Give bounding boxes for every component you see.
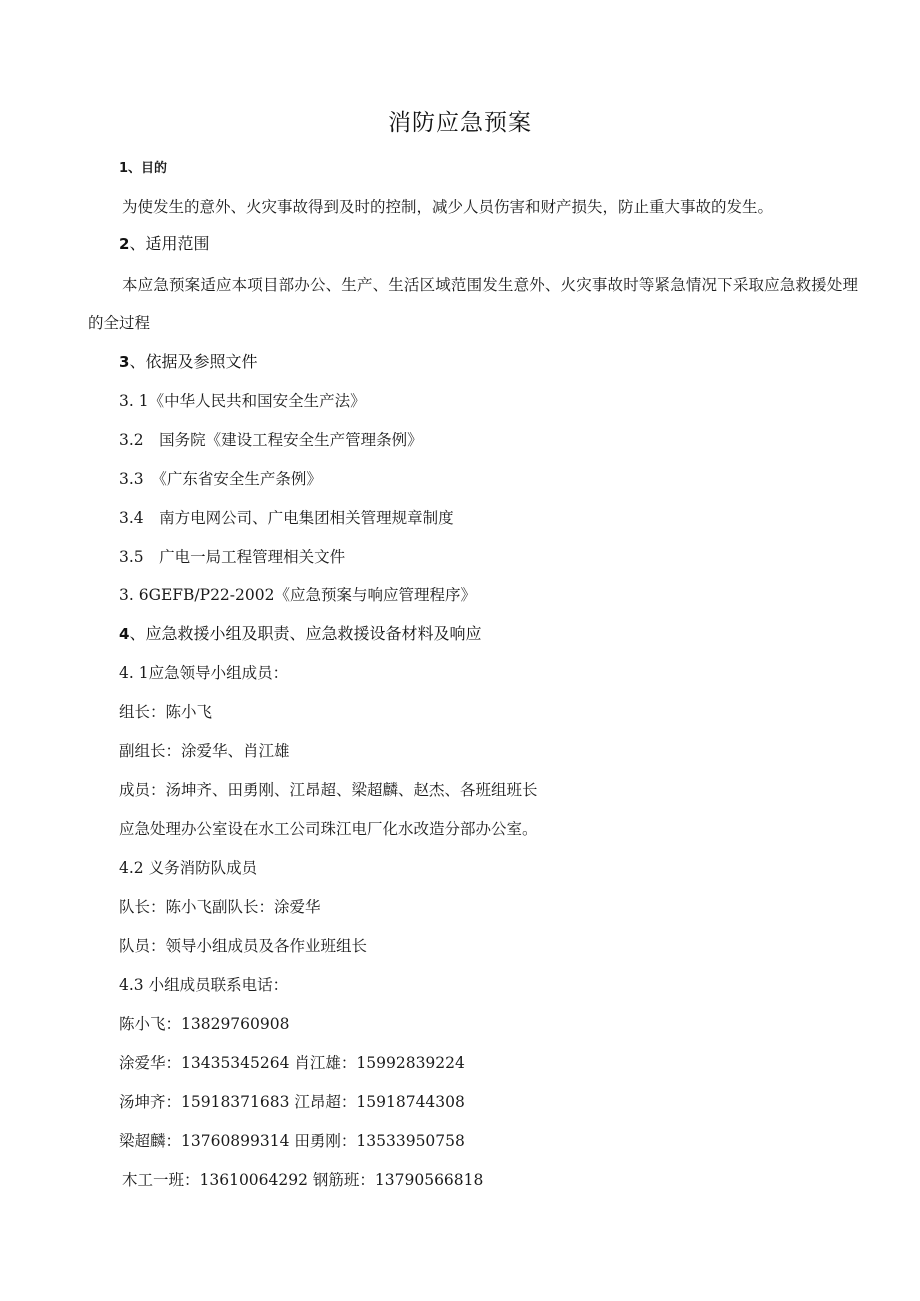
section-4-line: 成员：汤坤齐、田勇刚、江昂超、梁超麟、赵杰、各班组班长 <box>119 781 538 799</box>
page-title: 消防应急预案 <box>388 110 532 136</box>
contact-line: 木工一班：13610064292 钢筋班：13790566818 <box>122 1171 484 1189</box>
contact-line: 梁超麟：13760899314 田勇刚：13533950758 <box>119 1132 465 1150</box>
section-1-heading: 1、目的 <box>119 161 168 176</box>
section-3-heading-text: 、依据及参照文件 <box>129 352 258 371</box>
section-4-line: 4. 1应急领导小组成员： <box>119 664 289 682</box>
section-2-number: 2 <box>119 235 130 253</box>
section-2-heading-text: 、适用范围 <box>129 234 210 253</box>
reference-item: 3.3 《广东省安全生产条例》 <box>119 470 322 488</box>
section-3-heading <box>119 351 257 373</box>
reference-item: 3. 1《中华人民共和国安全生产法》 <box>119 392 366 410</box>
contact-line: 涂爱华：13435345264 肖江雄：15992839224 <box>119 1054 465 1072</box>
section-2-body: 本应急预案适应本项目部办公、生产、生活区域范围发生意外、火灾事故时等紧急情况下采取应急救援处理的全过程 <box>88 276 858 332</box>
section-4-line: 副组长：涂爱华、肖江雄 <box>119 742 290 760</box>
section-4-line: 应急处理办公室设在水工公司珠江电厂化水改造分部办公室。 <box>119 820 538 838</box>
section-4-line: 组长：陈小飞 <box>119 703 213 721</box>
reference-item: 3. 6GEFB/P22-2002《应急预案与响应管理程序》 <box>119 586 476 604</box>
reference-item: 3.4 南方电网公司、广电集团相关管理规章制度 <box>119 509 454 527</box>
reference-item: 3.5 广电一局工程管理相关文件 <box>119 548 346 566</box>
contact-line: 汤坤齐：15918371683 江昂超：15918744308 <box>119 1093 465 1111</box>
section-4-line: 队长：陈小飞副队长：涂爱华 <box>119 898 321 916</box>
section-4-line: 队员：领导小组成员及各作业班组长 <box>119 937 368 955</box>
section-4-number: 4 <box>119 625 130 643</box>
section-3-number: 3 <box>119 353 130 371</box>
section-1-body: 为使发生的意外、火灾事故得到及时的控制，减少人员伤害和财产损失，防止重大事故的发生。 <box>122 198 774 216</box>
reference-item: 3.2 国务院《建设工程安全生产管理条例》 <box>119 431 423 449</box>
section-4-heading <box>119 623 481 645</box>
section-4-line: 4.2 义务消防队成员 <box>119 859 258 877</box>
section-2-heading <box>119 233 209 255</box>
section-4-heading-text: 、应急救援小组及职责、应急救援设备材料及响应 <box>129 624 482 643</box>
section-4-line: 4.3 小组成员联系电话： <box>119 976 289 994</box>
contact-line: 陈小飞：13829760908 <box>119 1015 290 1033</box>
